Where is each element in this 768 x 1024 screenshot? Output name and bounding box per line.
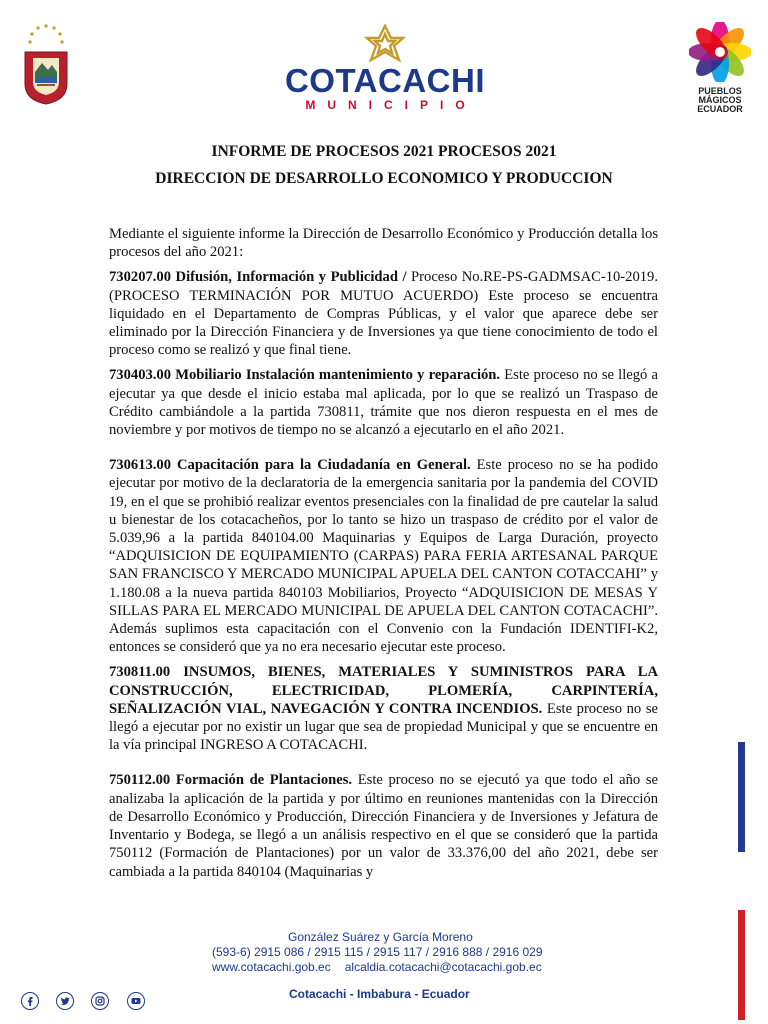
- decorative-bar-blue: [738, 742, 745, 852]
- instagram-icon[interactable]: [91, 992, 109, 1010]
- cotacachi-coat-of-arms: [22, 22, 70, 106]
- footer-phones: (593-6) 2915 086 / 2915 115 / 2915 117 / 2916 888 / 2916 029: [212, 945, 543, 959]
- process-text: Este proceso no se llegó a ejecutar ya que desde el inicio estaba mal aplicada, por lo que se realizó un Traspaso de Crédito cambiándole a la partida 730811, trámite que nos dieron respuesta en el mes de noviembre y por motivos de tiempo no se alcanzó a ejecutarlo en el año 2021.: [109, 367, 658, 439]
- andean-star-icon: [363, 24, 407, 64]
- brand-name: COTACACHI: [284, 62, 486, 99]
- document-body: [109, 225, 658, 881]
- footer-website-link[interactable]: www.cotacachi.gob.ec: [212, 960, 331, 974]
- pueblos-magicos-logo: [688, 22, 752, 116]
- process-item: [109, 456, 658, 656]
- process-item: [109, 771, 658, 880]
- facebook-icon[interactable]: [21, 992, 39, 1010]
- process-item: [109, 663, 658, 754]
- process-heading: 750112.00 Formación de Plantaciones.: [109, 772, 353, 789]
- decorative-bar-red: [738, 910, 745, 1020]
- footer-address: González Suárez y García Moreno: [288, 930, 473, 944]
- footer-location: Cotacachi - Imbabura - Ecuador: [289, 987, 470, 1001]
- process-item: [109, 366, 658, 439]
- process-heading: 730403.00 Mobiliario Instalación mantenimiento y reparación.: [109, 367, 501, 384]
- process-text: Proceso No.RE-PS-GADMSAC-10-2019. (PROCESO TERMINACIÓN POR MUTUO ACUERDO) Este proceso se encuentra liquidado en el Departamento de Compras Públicas, y el valor que aparece debe ser eliminado por la Dirección Financiera y de Inversiones ya que tiene conocimiento de todo el proceso como se realizó y que final tiene.: [109, 269, 658, 359]
- intro-paragraph: Mediante el siguiente informe la Dirección de Desarrollo Económico y Producción detalla los procesos del año 2021:: [109, 226, 658, 261]
- document-title: INFORME DE PROCESOS 2021 PROCESOS 2021: [211, 143, 557, 160]
- process-item: [109, 268, 658, 359]
- footer-email-link[interactable]: alcaldia.cotacachi@cotacachi.gob.ec: [344, 960, 542, 974]
- process-heading: 730613.00 Capacitación para la Ciudadanía en General.: [109, 457, 471, 474]
- magicos-text: MÁGICOS: [698, 95, 742, 105]
- process-text: Este proceso no se llegó a ejecutar por no existir un lugar que sea de propiedad Municipal y que se encuentre en la vía principal INGRESO A COTACACHI.: [109, 700, 658, 754]
- process-text: Este proceso no se ejecutó ya que todo el año se analizaba la aplicación de la partida y por último en reuniones mantenidas con la Dirección de Desarrollo Económico y Producción, Dirección Financiera y de Inversiones y Jefatura de Inventario y Bodega, se llegó a un análisis respectivo en el que se consideró que la partida 750112 (Formación de Plantaciones) por un valor de 33.376,00 del año 2021, debe ser cambiada a la partida 840104 (Maquinarias y: [109, 772, 658, 880]
- flower-logo-icon: [689, 22, 751, 82]
- document-subtitle: DIRECCION DE DESARROLLO ECONOMICO Y PRODUCCION: [155, 170, 613, 187]
- footer-contact: [212, 960, 542, 975]
- twitter-icon[interactable]: [56, 992, 74, 1010]
- process-text: Este proceso no se ha podido ejecutar por motivo de la declaratoria de la emergencia sanitaria por la pandemia del COVID 19, en el que se prohibió realizar eventos presenciales con la finalidad de pre cautelar la salud u bienestar de los cotacacheños, por lo tanto se hizo un traspaso de crédito por el valor de 5.039,96 a la partida 840104.00 Maquinarias y Equipos de Larga Duración, proyecto “ADQUISICION DE EQUIPAMIENTO (CARPAS) PARA FERIA ARTESANAL PARQUE SAN FRANCISCO Y MERCADO MUNICIPAL APUELA DEL CANTON COTACCAHI” y 1.180.08 a la nueva partida 840103 Mobiliarios, Proyecto “ADQUISICION DE MESAS Y SILLAS PARA EL MERCADO MUNICIPAL DE APUELA DEL CANTON COTACACHI”. Además suplimos esta capacitación con el Convenio con la Fundación IDENTIFI-K2, entonces se consideró que ya no era necesario ejecutar este proceso.: [109, 457, 658, 656]
- process-heading: 730207.00 Difusión, Información y Publicidad /: [109, 269, 407, 286]
- pueblos-text: PUEBLOS: [698, 86, 742, 96]
- youtube-icon[interactable]: [127, 992, 145, 1010]
- cotacachi-municipio-logo: [280, 24, 490, 120]
- process-heading: 730811.00 INSUMOS, BIENES, MATERIALES Y SUMINISTROS PARA LA CONSTRUCCIÓN, ELECTRICIDAD, PLOMERÍA, CARPINTERÍA, SEÑALIZACIÓN VIAL, NAVEGACIÓN Y CONTRA INCENDIOS.: [109, 664, 658, 717]
- brand-subtitle: MUNICIPIO: [305, 98, 477, 112]
- ecuador-text: ECUADOR: [697, 104, 743, 114]
